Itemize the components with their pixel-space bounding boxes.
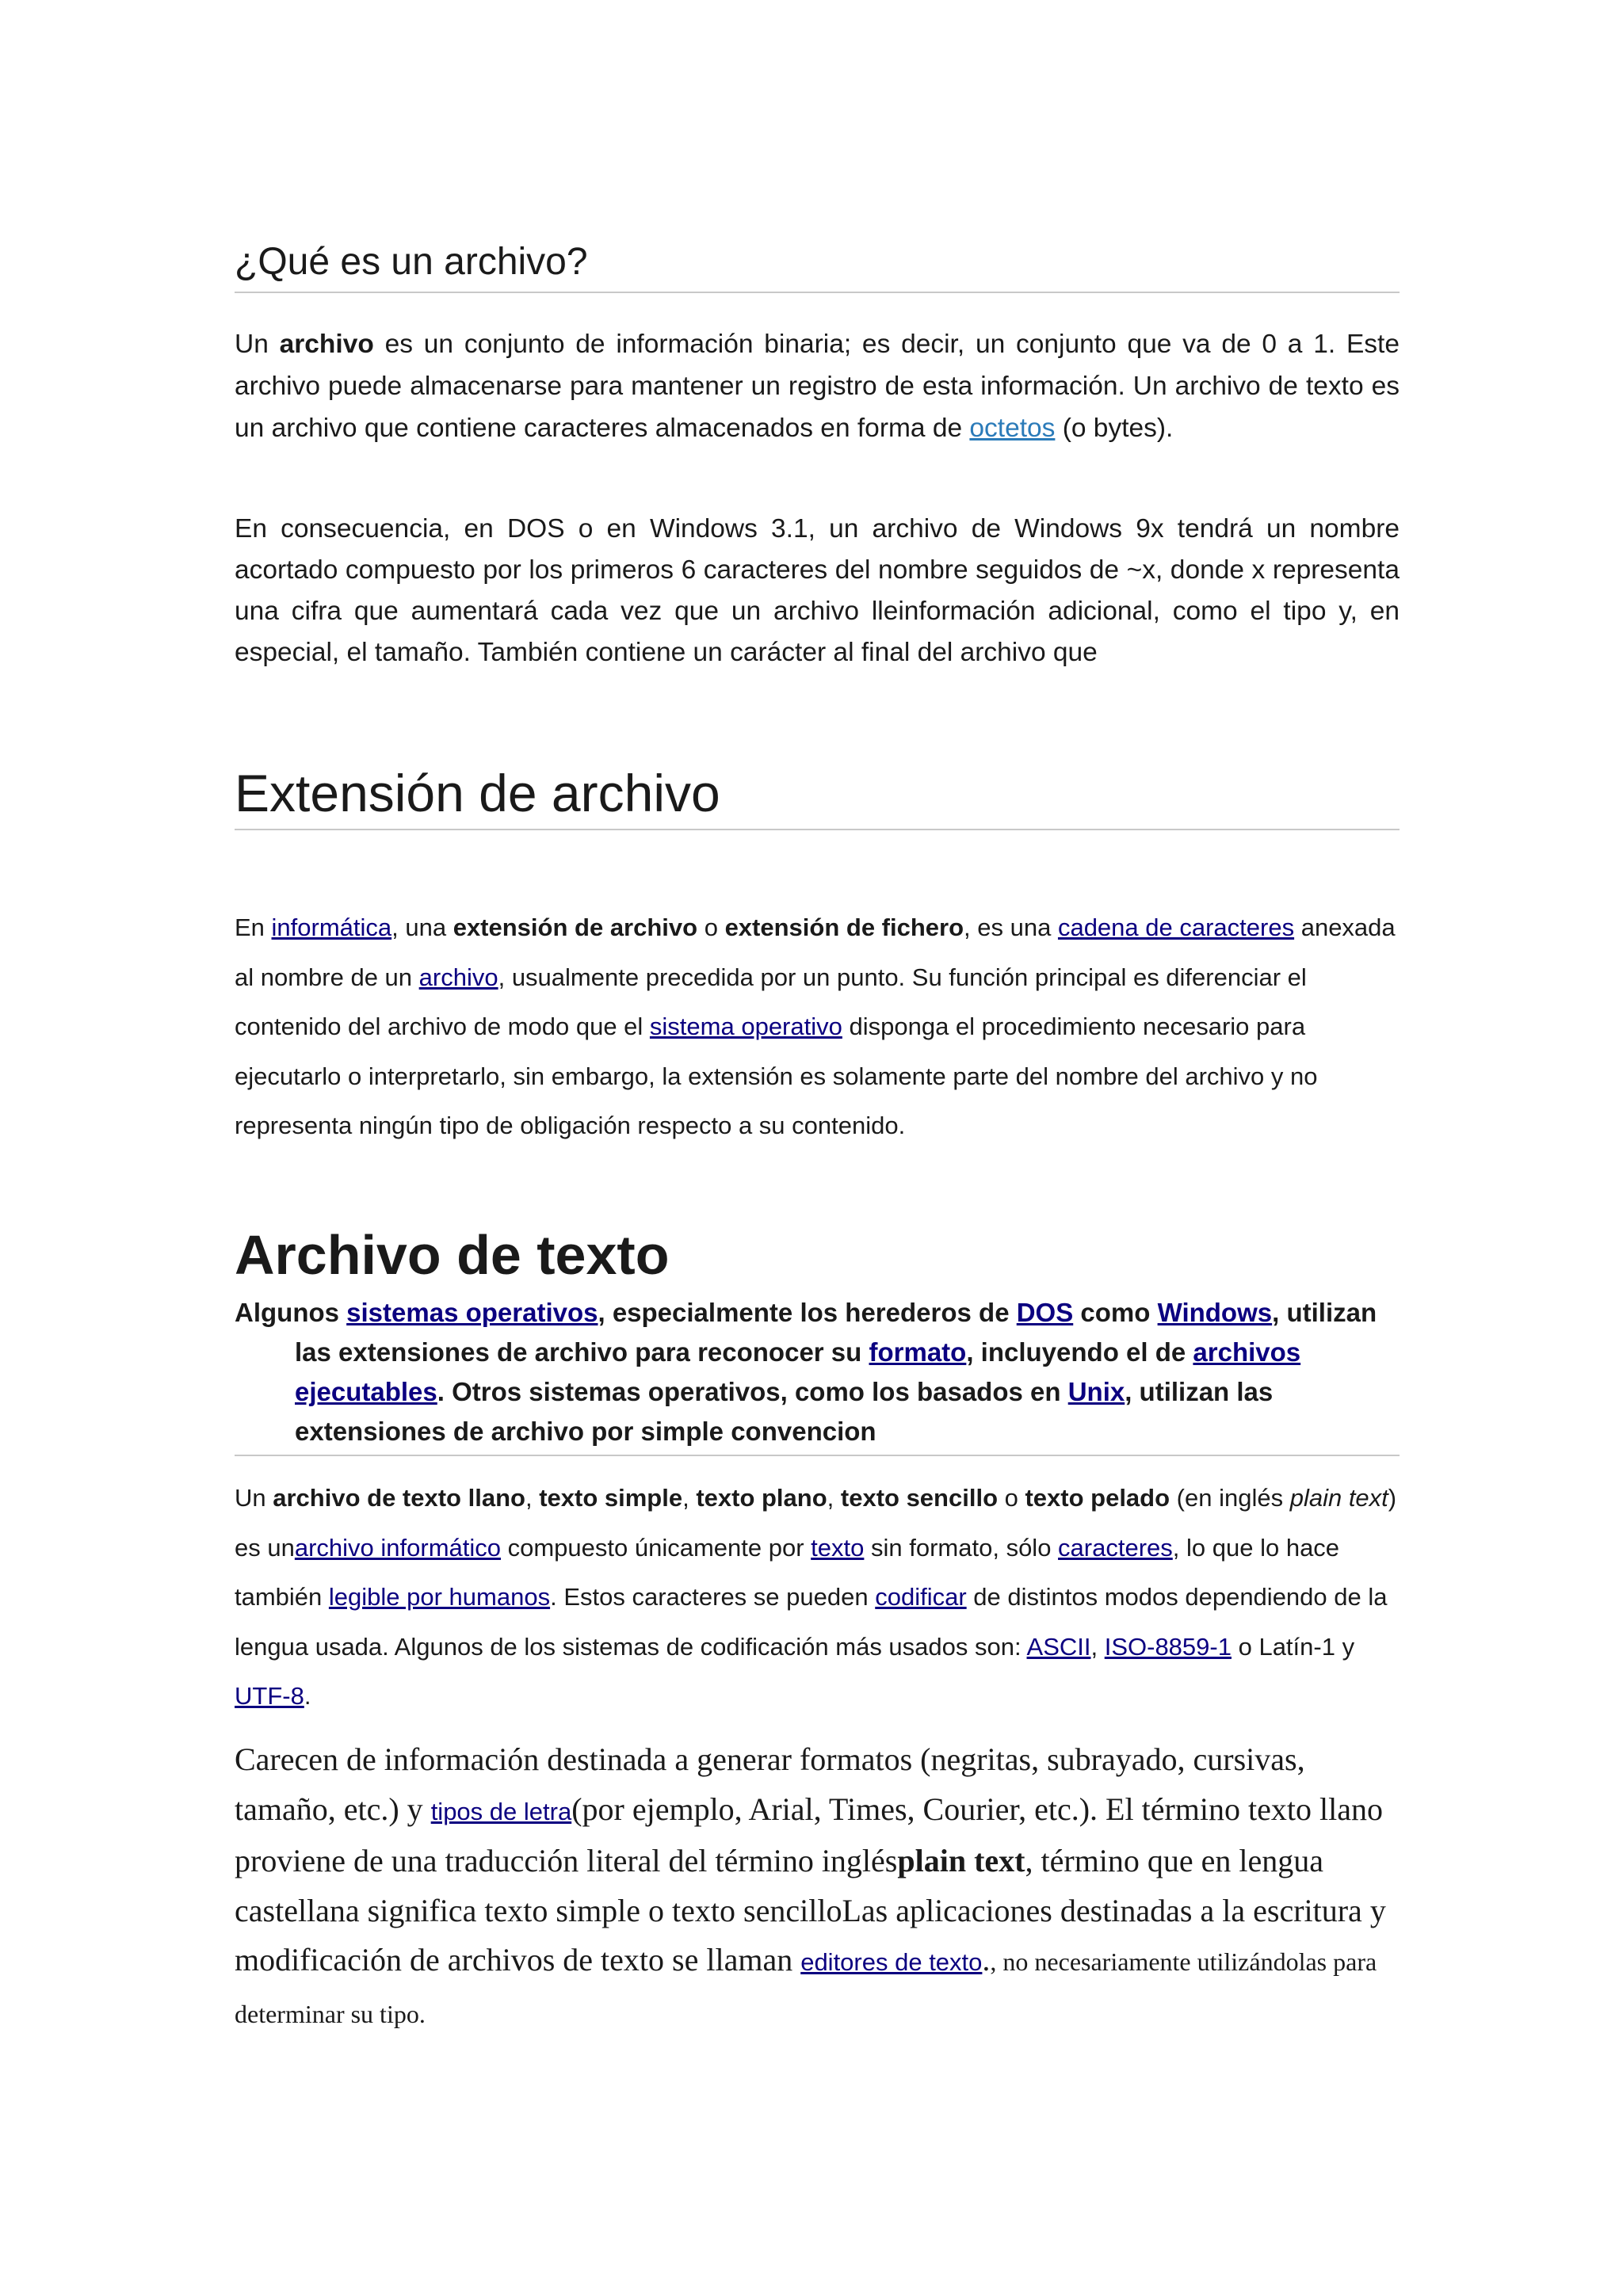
text-run: , término que en lengua castellana significa texto simple o texto sencilloLas aplicaciones destinadas a la escritura y modificación de archivos de texto se llaman (235, 1843, 1386, 1978)
link-legible-por-humanos[interactable]: legible por humanos (328, 1583, 551, 1611)
link-iso-8859-1[interactable]: ISO-8859-1 (1104, 1632, 1232, 1661)
paragraph-texto-llano (235, 1474, 1400, 1722)
text-run: es un conjunto de información binaria; es decir, un conjunto que va de 0 a 1. Este archivo puede almacenarse para mantener un registro de esta información. Un archivo de texto es un archivo que contiene caracteres almacenados en forma de (235, 330, 1400, 443)
bold-term: plain text (897, 1843, 1025, 1878)
text-run: o (998, 1484, 1025, 1512)
text-run-small: , no necesariamente utilizándolas para determinar su tipo. (235, 1947, 1377, 2028)
text-run: (en inglés (1170, 1484, 1290, 1512)
text-run: Carecen de información destinada a generar formatos (negritas, subrayado, cursivas, tamaño, etc.) y (235, 1741, 1305, 1827)
link-dos[interactable]: DOS (1016, 1298, 1074, 1327)
bold-term: texto plano (696, 1484, 827, 1512)
link-ascii[interactable]: ASCII (1026, 1632, 1091, 1661)
text-run: , (682, 1484, 697, 1512)
link-informatica[interactable]: informática (271, 913, 392, 941)
heading-extension-de-archivo: Extensión de archivo (235, 757, 1400, 830)
text-run: ) es un (235, 1484, 1397, 1562)
link-formato[interactable]: formato (869, 1337, 967, 1367)
text-run: sin formato, sólo (864, 1533, 1059, 1562)
text-run: . (304, 1682, 311, 1710)
bold-term: extensión de archivo (453, 913, 698, 941)
link-editores-de-texto[interactable]: editores de texto (800, 1948, 983, 1976)
italic-term: plain text (1289, 1484, 1388, 1512)
paragraph-extension (235, 903, 1400, 1151)
text-run: . (982, 1942, 991, 1978)
text-run: de distintos modos dependiendo de la lengua usada. Algunos de los sistemas de codificación más usados son: (235, 1583, 1388, 1661)
link-texto[interactable]: texto (811, 1533, 865, 1562)
bold-term: extensión de fichero (724, 913, 964, 941)
text-run: o (697, 913, 725, 941)
text-run: Un (235, 330, 280, 359)
text-run: . Otros sistemas operativos, como los basados en (437, 1377, 1068, 1406)
paragraph-archivo-definicion (235, 323, 1400, 449)
text-run: disponga el procedimiento necesario para ejecutarlo o interpretarlo, sin embargo, la extensión es solamente parte del nombre del archivo y no representa ningún tipo de obligación respecto a su contenido. (235, 1013, 1318, 1139)
text-run: En (235, 913, 272, 941)
link-cadena-de-caracteres[interactable]: cadena de caracteres (1057, 913, 1295, 941)
paragraph-carecen-de-informacion (235, 1735, 1400, 2039)
bold-term: archivo de texto llano (273, 1484, 525, 1512)
paragraph-sistemas-operativos (235, 1293, 1400, 1456)
link-octetos[interactable]: octetos (969, 414, 1056, 443)
text-run: , (827, 1484, 841, 1512)
text-run: , incluyendo el de (966, 1337, 1193, 1367)
link-archivo-informatico[interactable]: archivo informático (294, 1533, 501, 1562)
paragraph-consecuencia: En consecuencia, en DOS o en Windows 3.1, un archivo de Windows 9x tendrá un nombre acortado compuesto por los primeros 6 caracteres del nombre seguidos de ~x, donde x representa una cifra que aumentará cada vez que un archivo lleinformación adicional, como el tipo y, en especial, el tamaño. También contiene un carácter al final del archivo que (235, 514, 1400, 667)
text-run: Algunos (235, 1298, 347, 1327)
text-run: , utilizan las extensiones de archivo por simple convencion (295, 1377, 1274, 1446)
text-run: (por ejemplo, Arial, Times, Courier, etc.). El término texto llano proviene de una traducción literal del término inglés (235, 1791, 1383, 1878)
link-sistema-operativo[interactable]: sistema operativo (649, 1013, 842, 1040)
text-run: o Latín-1 y (1231, 1632, 1355, 1661)
text-run: , una (391, 913, 453, 941)
text-run: , utilizan las extensiones de archivo para reconocer su (295, 1298, 1377, 1367)
link-archivo[interactable]: archivo (418, 963, 498, 991)
text-run: Un (235, 1484, 273, 1512)
text-run: , (1090, 1632, 1105, 1661)
link-windows[interactable]: Windows (1157, 1298, 1273, 1327)
link-sistemas-operativos[interactable]: sistemas operativos (346, 1298, 598, 1327)
bold-term: archivo (279, 330, 374, 359)
bold-term: texto simple (539, 1484, 683, 1512)
link-tipos-de-letra[interactable]: tipos de letra (430, 1797, 572, 1825)
link-codificar[interactable]: codificar (875, 1583, 967, 1611)
text-run: , especialmente los herederos de (598, 1298, 1017, 1327)
bold-term: texto pelado (1025, 1484, 1170, 1512)
text-run: , lo que lo hace también (235, 1533, 1340, 1611)
text-run: anexada al nombre de un (235, 913, 1396, 991)
text-run: . Estos caracteres se pueden (550, 1583, 876, 1611)
link-caracteres[interactable]: caracteres (1058, 1533, 1173, 1562)
text-run: como (1073, 1298, 1158, 1327)
link-archivos-ejecutables[interactable]: archivos ejecutables (295, 1337, 1301, 1406)
text-run: , es una (964, 913, 1058, 941)
link-utf-8[interactable]: UTF-8 (235, 1682, 304, 1710)
text-run: compuesto únicamente por (501, 1533, 812, 1562)
text-run: (o bytes). (1055, 414, 1174, 443)
bold-term: texto sencillo (840, 1484, 998, 1512)
heading-archivo-de-texto: Archivo de texto (235, 1224, 670, 1286)
link-unix[interactable]: Unix (1067, 1377, 1125, 1406)
text-run: , usualmente precedida por un punto. Su función principal es diferenciar el contenido del archivo de modo que el (235, 963, 1307, 1040)
heading-que-es-un-archivo: ¿Qué es un archivo? (235, 235, 1400, 293)
text-run: , (525, 1484, 540, 1512)
